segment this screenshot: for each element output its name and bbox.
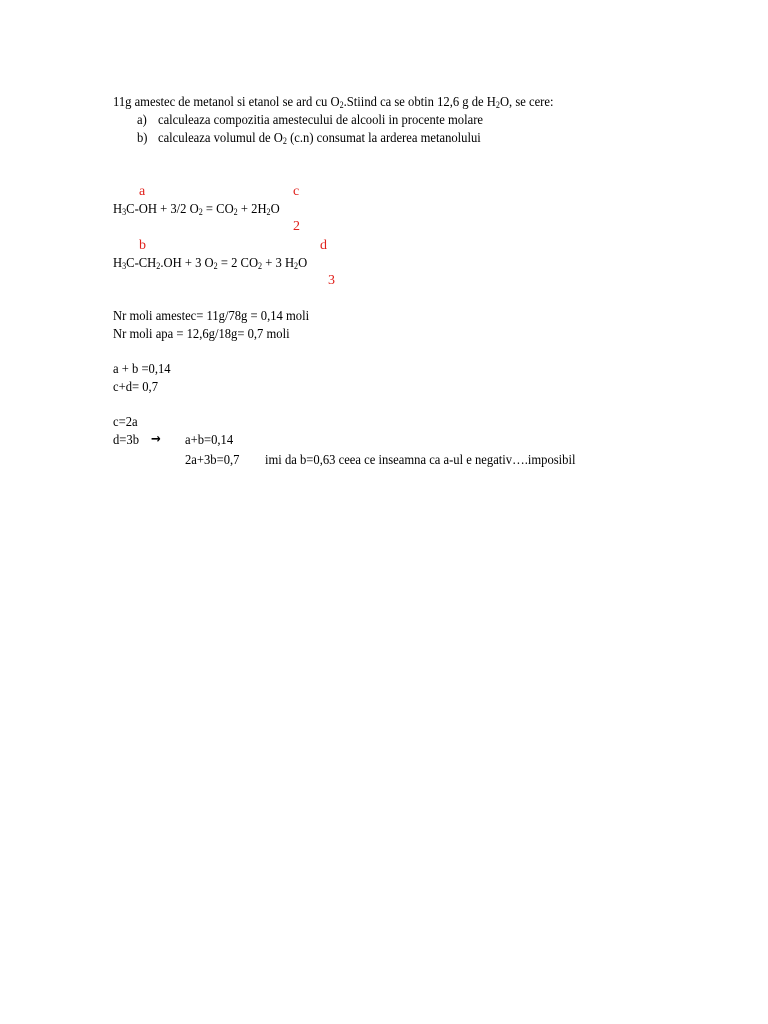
right-arrow-icon: → (151, 432, 161, 447)
annotation-coef-3: 3 (328, 273, 335, 288)
system-eq-1: a+b=0,14 (185, 433, 234, 448)
annotation-d: d (320, 238, 327, 253)
list-item-a-text: calculeaza compozitia amestecului de alcooli in procente molare (158, 113, 483, 128)
moles-mixture-line: Nr moli amestec= 11g/78g = 0,14 moli (113, 309, 310, 324)
conclusion-text: imi da b=0,63 ceea ce inseamna ca a-ul e negativ….imposibil (265, 453, 576, 468)
annotation-c: c (293, 184, 300, 199)
equation-a-plus-b: a + b =0,14 (113, 362, 171, 377)
equation-d-equals-3b: d=3b (113, 433, 140, 448)
list-item-a (137, 113, 147, 129)
list-item-b-text: calculeaza volumul de $O_2$ (c.n) consumat la arderea metanolului (158, 131, 481, 146)
reaction-methanol: $H_3C-OH + 3/2$ $O_2 = CO_2 + 2H_2O$ (113, 202, 280, 217)
equation-c-equals-2a: c=2a (113, 415, 138, 430)
list-marker-b: b) (137, 131, 148, 146)
moles-water-line: Nr moli apa = 12,6g/18g= 0,7 moli (113, 327, 290, 342)
problem-statement: 11g amestec de metanol si etanol se ard cu $O_2.Stiind$ ca se obtin 12,6 g de $H_2O$, se cere: (113, 95, 554, 110)
list-item-b (137, 131, 148, 147)
reaction-ethanol: $H_3C-CH_2.OH + 3$ $O_2 = 2$ $CO_2 + 3$ $H_2O$ (113, 256, 308, 271)
annotation-b: b (139, 238, 146, 253)
annotation-a: a (139, 184, 146, 199)
list-marker-a: a) (137, 113, 147, 128)
annotation-coef-2: 2 (293, 219, 300, 234)
equation-c-plus-d: c+d= 0,7 (113, 380, 159, 395)
system-eq-2: 2a+3b=0,7 (185, 453, 240, 468)
